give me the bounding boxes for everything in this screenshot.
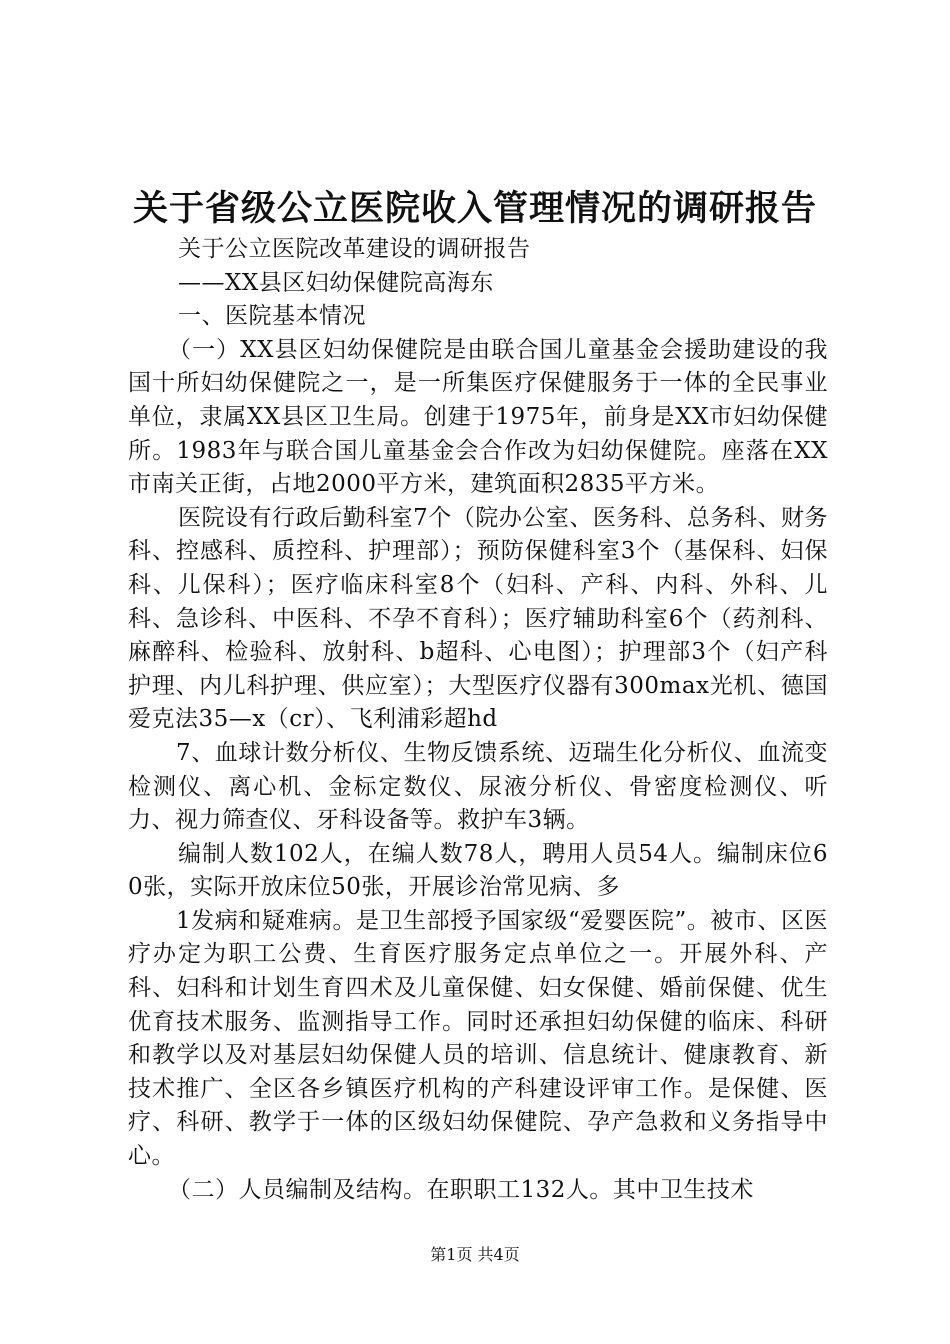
page-footer: 第1页 共4页 <box>430 1245 520 1264</box>
paragraph-author: ——XX县区妇幼保健院高海东 <box>178 269 494 296</box>
document-title: 关于省级公立医院收入管理情况的调研报告 <box>132 189 817 229</box>
paragraph: 编制人数102人，在编人数78人，聘用人员54人。编制床位60张，实际开放床位50张，开展诊治常见病、多 <box>128 840 828 901</box>
paragraph: 1发病和疑难病。是卫生部授予国家级“爱婴医院”。被市、区医疗办定为职工公费、生育医疗服务定点单位之一。开展外科、产科、妇科和计划生育四术及儿童保健、妇女保健、婚前保健、优生优育技术服务、监测指导工作。同时还承担妇幼保健的临床、科研和教学以及对基层妇幼保健人员的培训、信息统计、健康教育、新技术推广、全区各乡镇医疗机构的产科建设评审工作。是保健、医疗、科研、教学于一体的区级妇幼保健院、孕产急救和义务指导中心。 <box>128 907 828 1170</box>
paragraph: 7、血球计数分析仪、生物反馈系统、迈瑞生化分析仪、血流变检测仪、离心机、金标定数仪、尿液分析仪、骨密度检测仪、听力、视力筛查仪、牙科设备等。救护车3辆。 <box>128 739 828 834</box>
paragraph-subtitle: 关于公立医院改革建设的调研报告 <box>178 236 531 262</box>
document-body <box>128 233 828 1207</box>
section-heading: 一、医院基本情况 <box>178 303 366 330</box>
paragraph: 医院设有行政后勤科室7个（院办公室、医务科、总务科、财务科、控感科、质控科、护理部）；预防保健科室3个（基保科、妇保科、儿保科）；医疗临床科室8个（妇科、产科、内科、外科、儿科、急诊科、中医科、不孕不育科）；医疗辅助科室6个（药剂科、麻醉科、检验科、放射科、b超科、心电图）；护理部3个（妇产科护理、内儿科护理、供应室）；大型医疗仪器有300max光机、德国爱克法35—x（cr）、飞利浦彩超hd <box>128 504 828 733</box>
paragraph: （一）XX县区妇幼保健院是由联合国儿童基金会援助建设的我国十所妇幼保健院之一，是一所集医疗保健服务于一体的全民事业单位，隶属XX县区卫生局。创建于1975年，前身是XX市妇幼保健所。1983年与联合国儿童基金会合作改为妇幼保健院。座落在XX市南关正街，占地2000平方米，建筑面积2835平方米。 <box>128 336 828 498</box>
paragraph: （二）人员编制及结构。在职职工132人。其中卫生技术 <box>168 1176 754 1203</box>
